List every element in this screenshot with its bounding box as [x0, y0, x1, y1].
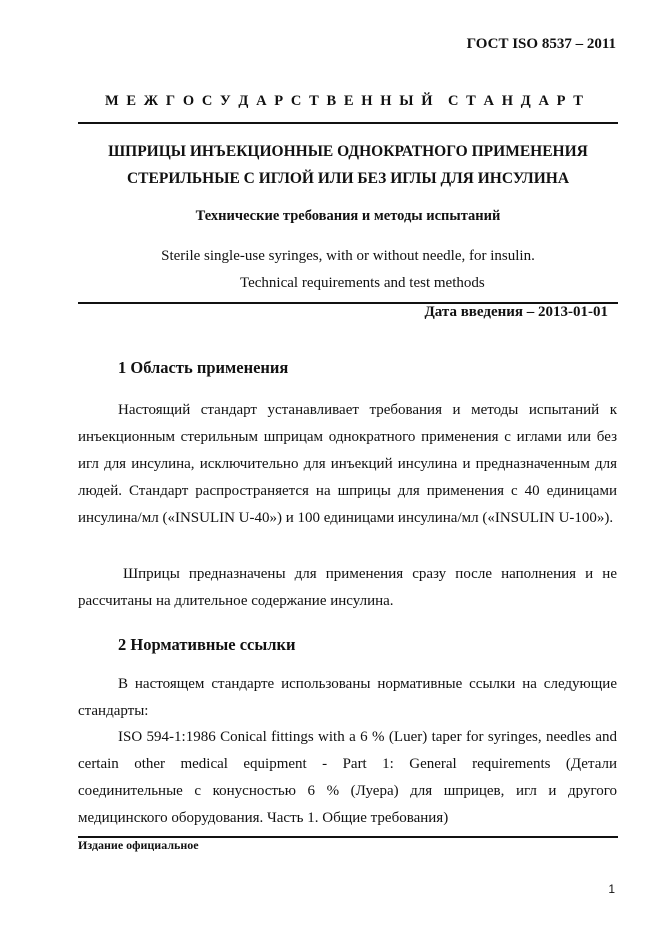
heading-letter: Д [238, 93, 249, 109]
section-2-paragraph-1: В настоящем стандарте использованы нормативные ссылки на следующие стандарты: [78, 676, 617, 719]
heading-letter: У [220, 93, 231, 109]
heading-letter: А [256, 93, 267, 109]
section-2-heading: 2 Нормативные ссылки [118, 635, 296, 654]
heading-letter: Д [520, 93, 531, 109]
heading-letter: Н [380, 93, 392, 109]
heading-letter: С [447, 93, 459, 109]
edition-label: Издание официальное [78, 838, 199, 852]
top-divider [78, 122, 618, 124]
interstate-standard-heading [105, 93, 583, 110]
heading-letter: Й [421, 93, 433, 109]
heading-letter: Т [466, 93, 476, 109]
heading-letter: Г [165, 93, 176, 109]
document-title-line-1: ШПРИЦЫ ИНЪЕКЦИОННЫЕ ОДНОКРАТНОГО ПРИМЕНЕНИЯ [108, 143, 588, 160]
heading-letter: Н [501, 93, 514, 109]
section-1-paragraph-2: Шприцы предназначены для применения сразу после наполнения и не рассчитаны на длительное содержание инсулина. [78, 566, 617, 609]
heading-letter: Е [126, 93, 137, 109]
section-2-reference-iso-594: ISO 594-1:1986 Conical fittings with a 6 % (Luer) taper for syringes, needles and certain other medical equipment - Part 1: General requirements (Детали соединительные с конусностью 6 % (Луера) для шприцев, игл и другого медицинского оборудования. Часть 1. Общие требования) [78, 729, 617, 826]
document-title-line-2: СТЕРИЛЬНЫЕ С ИГЛОЙ ИЛИ БЕЗ ИГЛЫ ДЛЯ ИНСУЛИНА [126, 170, 570, 187]
english-title-line-1: Sterile single-use syringes, with or without needle, for insulin. [161, 248, 535, 264]
page-number: 1 [608, 882, 615, 896]
heading-letter: Ж [143, 93, 159, 109]
heading-letter: В [326, 93, 337, 109]
section-1-heading: 1 Область применения [118, 358, 289, 377]
heading-letter: Р [556, 93, 566, 109]
heading-letter: А [483, 93, 495, 109]
english-title-line-2: Technical requirements and test methods [240, 275, 485, 291]
heading-letter: Т [309, 93, 319, 109]
heading-letter: М [105, 93, 119, 109]
standard-code: ГОСТ ISO 8537 – 2011 [466, 36, 616, 52]
introduction-date: Дата введения – 2013-01-01 [424, 304, 608, 320]
heading-letter: Р [274, 93, 284, 109]
heading-letter: О [182, 93, 195, 109]
document-subtitle: Технические требования и методы испытаний [195, 208, 501, 224]
heading-letter: Е [343, 93, 354, 109]
heading-letter: С [290, 93, 302, 109]
heading-letter: С [201, 93, 213, 109]
heading-letter: Н [361, 93, 373, 109]
heading-letter: А [538, 93, 549, 109]
section-1-paragraph-1: Настоящий стандарт устанавливает требования и методы испытаний к инъекционным стерильным шприцам однократного применения с иглами или без игл для инсулина, исключительно для инъекций инсулина и предназначенным для людей. Стандарт распространяется на шприцы для применения с 40 единицами инсулина/мл («INSULIN U-40») и 100 единицами инсулина/мл («INSULIN U-100»). [78, 402, 617, 526]
heading-letter: Т [573, 93, 583, 109]
heading-letter: Ы [399, 93, 414, 109]
